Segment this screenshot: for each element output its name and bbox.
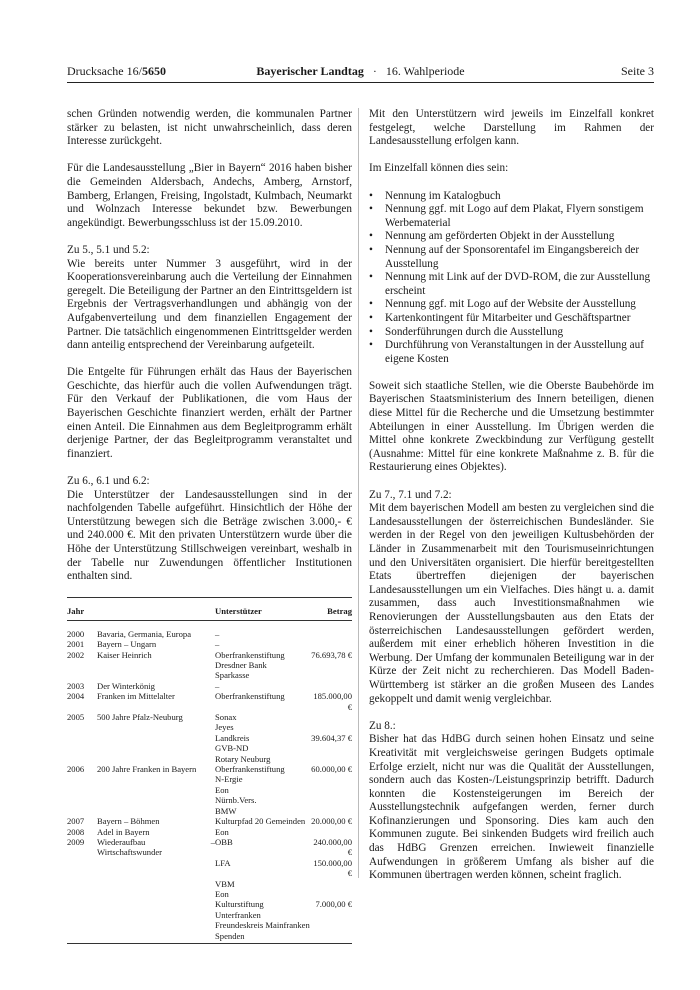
section-heading: Zu 8.: (369, 719, 396, 732)
exhibition-cell: Bayern – Ungarn (97, 639, 157, 650)
exhibition-cell: Wiederaufbau – Wirtschaftswunder (97, 836, 215, 858)
table-row (67, 795, 352, 805)
exhibition-cell: Adel in Bayern (97, 826, 150, 837)
table-row (67, 712, 352, 722)
exhibition-cell: Franken im Mittelalter (97, 691, 175, 702)
exhibition-cell (97, 754, 215, 764)
exhibition-cell (97, 879, 215, 889)
year-cell (67, 931, 97, 941)
supporter-cell: N-Ergie (215, 774, 243, 785)
table-row (67, 650, 352, 660)
supporter-cell: Jeyes (215, 722, 234, 733)
amount-cell (310, 660, 352, 670)
supporter-cell: Eon (215, 784, 229, 795)
amount-cell (310, 639, 352, 649)
year-cell (67, 660, 97, 670)
supporter-cell: Sonax (215, 712, 237, 723)
table-row (67, 920, 352, 930)
table-row (67, 681, 352, 691)
year-cell: 2008 (67, 826, 85, 837)
list-item: • Nennung ggf. mit Logo auf dem Plakat, Flyern sonstigem Werbematerial (369, 203, 654, 230)
exhibition-cell (97, 920, 215, 930)
supporter-cell: Eon (215, 888, 229, 899)
paragraph: Für die Landesausstellung „Bier in Bayern“ 2016 haben bisher die Gemeinden Aldersbach, Andechs, Amberg, Arnstorf, Bamberg, Erlangen, Freising, Ingolstadt, Kulmbach, Neumarkt und Wolnzach Interesse bekundet bzw. Bewerbungen angekündigt. Bewerbungsschluss ist der 15.09.2010. (67, 162, 352, 229)
table-row (67, 660, 352, 670)
supporter-cell: Oberfrankenstiftung (215, 649, 285, 660)
header-amount: Betrag (310, 604, 352, 620)
table-row (67, 827, 352, 837)
table-row (67, 733, 352, 743)
paragraph: Die Entgelte für Führungen erhält das Haus der Bayerischen Geschichte, das hierfür auch die vollen Aufwendungen trägt. Für den Verkauf der Publikationen, die vom Haus der Bayerischen Geschichte finanziert werden, erhält der Partner einen Anteil. Die Einnahmen aus dem Begleitprogramm erhält derjenige Partner, der das Begleitprogramm veranstaltet und finanziert. (67, 366, 352, 460)
table-row (67, 879, 352, 889)
supporter-cell: OBB (215, 836, 233, 847)
amount-cell: 60.000,00 € (311, 764, 352, 775)
supporters-table (67, 604, 352, 941)
exhibition-cell (97, 858, 215, 879)
amount-cell (310, 879, 352, 889)
list-item: • Nennung im Katalogbuch (369, 190, 654, 204)
exhibition-cell: Bavaria, Germania, Europa (97, 628, 192, 639)
table-row (67, 806, 352, 816)
section-heading: Zu 6., 6.1 und 6.2: (67, 475, 150, 488)
supporter-cell: Dresdner Bank (215, 660, 267, 670)
supporter-cell: Sparkasse (215, 670, 250, 681)
supporter-cell: Rotary Neuburg (215, 753, 271, 764)
table-spacer (67, 620, 352, 629)
section-heading: Zu 7., 7.1 und 7.2: (369, 488, 452, 501)
exhibition-cell (97, 889, 215, 899)
amount-cell: 76.693,78 € (311, 649, 352, 660)
table-row (67, 899, 352, 920)
header-center (67, 64, 654, 79)
year-cell (67, 858, 97, 879)
exhibition-cell (97, 670, 215, 680)
exhibition-cell (97, 795, 215, 805)
table-row (67, 774, 352, 784)
amount-cell (310, 681, 352, 691)
paragraph: Soweit sich staatliche Stellen, wie die Oberste Baubehörde im Bayerischen Staatsministerium des Innern beteiligen, dienen diese Mittel für die Recherche und die Umsetzung bestimmter Abteilungen in einer Ausstellung. Im Übrigen werden die Mittel ohne konkrete Zweckbindung zur Verfügung gestellt (Ausnahme: Mittel für eine konkrete Maßnahme z. B. für die Restaurierung eines Objektes). (369, 379, 654, 474)
supporter-cell: GVB-ND (215, 743, 249, 754)
left-column (67, 108, 359, 941)
amount-cell (310, 629, 352, 639)
exhibition-cell: Der Winterkönig (97, 680, 155, 691)
amount-cell (310, 774, 352, 784)
year-cell (67, 670, 97, 680)
amount-cell: 20.000,00 € (311, 816, 352, 827)
supporters-table-wrap (67, 597, 352, 944)
exhibition-cell (97, 899, 215, 920)
year-cell: 2007 (67, 816, 85, 827)
table-row (67, 931, 352, 941)
supporter-cell: – (215, 639, 220, 650)
exhibition-cell (97, 774, 215, 784)
year-cell: 2004 (67, 691, 85, 702)
exhibition-cell (97, 660, 215, 670)
supporter-cell: Freundeskreis Mainfranken (215, 920, 310, 931)
exhibition-cell (97, 785, 215, 795)
doc-prefix: Drucksache 16/ (67, 64, 142, 78)
list-item: • Kartenkontingent für Mitarbeiter und Geschäftspartner (369, 312, 654, 326)
amount-cell (310, 722, 352, 732)
bullet-list (369, 190, 654, 367)
list-item: • Nennung auf der Sponsorentafel im Eingangsbereich der Ausstellung (369, 244, 654, 271)
parliament-name: Bayerischer Landtag (256, 64, 364, 78)
amount-cell (310, 743, 352, 753)
exhibition-cell (97, 806, 215, 816)
exhibition-cell (97, 743, 215, 753)
year-cell (67, 733, 97, 743)
paragraph: Mit dem bayerischen Modell am besten zu vergleichen sind die Landesausstellungen der österreichischen Bundesländer. Sie werden in der Regel von den jeweiligen Kultusbehörden der Länder in Zusammenarbeit mit den Tourismuseinrichtungen und den Universitäten organisiert. Die hierfür bereitgestellten Etats übertreffen diejenigen der bayerischen Landesausstellungen um ein Vielfaches. Dies hängt u. a. damit zusammen, dass auch Investitionsmaßnahmen wie Renovierungen der Ausstellungsbauten aus den Etats der österreichischen Landesausstellungen gefördert werden, außerdem mit einer erheblich höheren Investition in die Werbung. Der Umfang der kommunalen Beteiligung war in der Kürze der Zeit nicht zu recherchieren. Das Modell Baden-Württemberg ist stärker an die großen Museen des Landes gekoppelt und damit wenig vergleichbar. (369, 502, 654, 705)
exhibition-cell: 500 Jahre Pfalz-Neuburg (97, 712, 183, 723)
amount-cell: 7.000,00 € (315, 899, 352, 910)
amount-cell (310, 931, 352, 941)
table-row (67, 670, 352, 680)
table-row (67, 764, 352, 774)
exhibition-cell: 200 Jahre Franken in Bayern (97, 764, 197, 775)
list-item: • Nennung am geförderten Objekt in der Ausstellung (369, 230, 654, 244)
year-cell: 2006 (67, 764, 85, 775)
legislative-period: 16. Wahlperiode (385, 64, 465, 78)
table-body (67, 620, 352, 941)
list-item: • Nennung mit Link auf der DVD-ROM, die zur Ausstellung erscheint (369, 271, 654, 298)
table-row (67, 837, 352, 858)
supporter-cell: Kulturstiftung Unterfranken (215, 899, 264, 920)
header-year: Jahr (67, 604, 97, 620)
table-row (67, 639, 352, 649)
supporter-cell: LFA (215, 857, 231, 868)
section-heading: Zu 5., 5.1 und 5.2: (67, 243, 150, 256)
year-cell: 2002 (67, 649, 85, 660)
year-cell (67, 795, 97, 805)
amount-cell (310, 785, 352, 795)
amount-cell: 240.000,00 € (313, 836, 352, 858)
paragraph: Bisher hat das HdBG durch seinen hohen Einsatz und seine Kreativität mit vergleichsweise geringen Budgets optimale Erfolge erzielt, nicht nur was die Qualität der Ausstellungen, sondern auch das Kosten-/Leistungsprinzip betrifft. Dadurch konnten die Kostensteigerungen im Bereich der Ausstellungstechnik aufgefangen werden, ferner durch Kofinanzierungen und Sponsoring. Dies kam auch den Kommunen zugute. Bei sinkenden Budgets wird freilich auch das HdBG Grenzen erreichen. Inwieweit finanzielle Aufwendungen in größerem Umfang als bisher auf die Kommunen übertragen werden können, scheint fraglich. (369, 733, 654, 882)
table-row (67, 722, 352, 732)
supporter-cell: Eon (215, 826, 229, 837)
exhibition-cell: Bayern – Böhmen (97, 816, 160, 827)
year-cell (67, 743, 97, 753)
doc-number: 5650 (141, 64, 166, 78)
year-cell (67, 785, 97, 795)
year-cell: 2003 (67, 680, 85, 691)
table-row (67, 816, 352, 826)
year-cell: 2000 (67, 628, 85, 639)
amount-cell (310, 889, 352, 899)
year-cell (67, 722, 97, 732)
exhibition-cell: Kaiser Heinrich (97, 649, 152, 660)
year-cell: 2005 (67, 712, 85, 723)
exhibition-cell (97, 722, 215, 732)
supporter-cell: Kulturpfad 20 Gemeinden (215, 816, 306, 827)
header-separator: · (372, 64, 377, 78)
table-row (67, 691, 352, 712)
supporter-cell: Oberfrankenstiftung (215, 691, 285, 702)
paragraph: Mit den Unterstützern wird jeweils im Einzelfall konkret festgelegt, welche Darstellung im Rahmen der Landesausstellung erfolgen kann. (369, 108, 654, 148)
table-row (67, 889, 352, 899)
exhibition-cell (97, 931, 215, 941)
list-item: • Nennung ggf. mit Logo auf der Website der Ausstellung (369, 298, 654, 312)
table-row (67, 629, 352, 639)
header-supporter: Unterstützer (215, 604, 310, 620)
year-cell: 2001 (67, 639, 85, 650)
year-cell (67, 806, 97, 816)
year-cell (67, 899, 97, 920)
exhibition-cell (97, 733, 215, 743)
amount-cell (310, 754, 352, 764)
supporter-cell: Landkreis (215, 732, 250, 743)
list-item: • Sonderführungen durch die Ausstellung (369, 326, 654, 340)
table-row (67, 858, 352, 879)
table-row (67, 743, 352, 753)
supporter-cell: BMW (215, 805, 237, 816)
supporter-cell: – (215, 628, 220, 639)
amount-cell (310, 806, 352, 816)
page-number: Seite 3 (621, 64, 654, 78)
year-cell (67, 774, 97, 784)
supporter-cell: – (215, 680, 220, 691)
right-column (369, 108, 654, 896)
amount-cell: 150.000,00 € (313, 857, 352, 879)
amount-cell (310, 712, 352, 722)
list-item: • Durchführung von Veranstaltungen in der Ausstellung auf eigene Kosten (369, 339, 654, 366)
table-header-row (67, 604, 352, 620)
table-row (67, 754, 352, 764)
amount-cell: 39.604,37 € (311, 732, 352, 743)
paragraph: Die Unterstützer der Landesausstellungen sind in der nachfolgenden Tabelle aufgeführt. Hinsichtlich der Höhe der Unterstützung bewegen sich die Beträge zwischen 3.000,- € und 240.000 €. Mit den privaten Unterstützern wurde über die Höhe der Unterstützung Stillschweigen vereinbart, weshalb in der Tabelle nur Zuwendungen öffentlicher Institutionen enthalten sind. (67, 488, 352, 583)
amount-cell (310, 827, 352, 837)
table-row (67, 785, 352, 795)
header-exhibition (97, 604, 215, 620)
amount-cell: 185.000,00 € (313, 691, 352, 712)
year-cell (67, 879, 97, 889)
supporter-cell: Nürnb.Vers. (215, 795, 257, 806)
paragraph: Wie bereits unter Nummer 3 ausgeführt, wird in der Kooperationsvereinbarung auch die Verteilung der Einnahmen geregelt. Die Beteiligung der Partner an den Eintrittsgeldern ist Ergebnis der Vertragsverhandlungen und abhängig von der Aufgabenverteilung und dem finanziellen Engagement der Partner. Die tatsächlich eingenommenen Eintrittsgelder werden dann anteilig entsprechend der Vereinbarung aufgeteilt. (67, 257, 352, 352)
supporter-cell: Oberfrankenstiftung (215, 764, 285, 775)
year-cell (67, 920, 97, 930)
supporter-cell: Spenden (215, 930, 245, 941)
amount-cell (310, 795, 352, 805)
year-cell: 2009 (67, 836, 85, 847)
paragraph: schen Gründen notwendig werden, die kommunalen Partner stärker zu belasten, ist nicht unwahrscheinlich, dass deren Interesse zurückgeht. (67, 108, 352, 148)
paragraph: Im Einzelfall können dies sein: (369, 162, 509, 175)
amount-cell (310, 670, 352, 680)
page-header (67, 62, 654, 83)
amount-cell (310, 920, 352, 930)
year-cell (67, 889, 97, 899)
year-cell (67, 754, 97, 764)
supporter-cell: VBM (215, 878, 235, 889)
